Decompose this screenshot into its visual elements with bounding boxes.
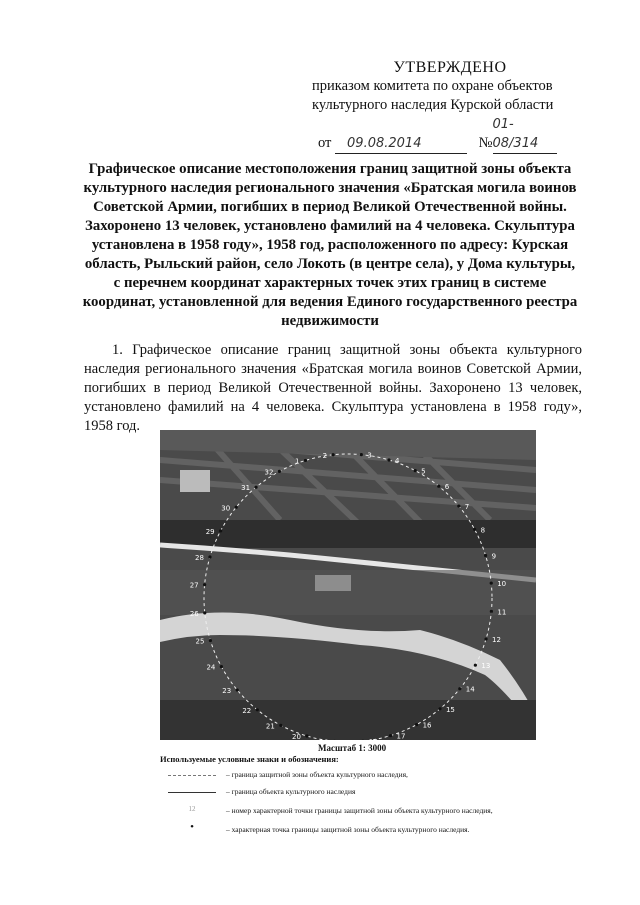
legend-item-point-number xyxy=(160,806,560,818)
boundary-point-label: 12 xyxy=(492,636,501,645)
legend-title: Используемые условные знаки и обозначения: xyxy=(160,754,339,764)
boundary-point-label: 3 xyxy=(367,451,372,460)
boundary-point-label: 15 xyxy=(445,705,455,714)
boundary-point xyxy=(254,486,257,489)
solid-line-icon xyxy=(168,792,216,793)
boundary-point xyxy=(490,610,493,613)
boundary-point xyxy=(209,639,212,642)
boundary-point xyxy=(360,453,363,456)
boundary-point-label: 30 xyxy=(221,504,231,513)
point-dot-icon: • xyxy=(190,821,194,833)
legend-item-point xyxy=(160,821,560,837)
map-scale: Масштаб 1: 3000 xyxy=(318,743,387,753)
boundary-point-label: 20 xyxy=(292,733,301,740)
boundary-point-label: 6 xyxy=(444,483,450,492)
boundary-point xyxy=(278,470,281,473)
boundary-point xyxy=(219,529,222,532)
number-value: 01-08/314 xyxy=(493,115,557,154)
boundary-point-label: 2 xyxy=(322,451,328,460)
boundary-point-label: 13 xyxy=(481,662,491,671)
boundary-point xyxy=(484,637,487,640)
boundary-point xyxy=(332,453,335,456)
approval-date-line xyxy=(300,115,600,154)
boundary-point xyxy=(457,504,460,507)
boundary-point xyxy=(279,724,282,727)
legend-item-zone-boundary xyxy=(160,770,560,782)
boundary-point-label: 28 xyxy=(195,553,204,562)
approval-block xyxy=(300,58,600,154)
approval-line-1: приказом комитета по охране объектов xyxy=(312,78,553,94)
paragraph-1 xyxy=(84,341,582,436)
boundary-point xyxy=(387,458,390,461)
dashed-line-icon xyxy=(168,775,216,776)
boundary-point xyxy=(208,555,211,558)
date-prefix: от xyxy=(318,135,332,151)
paragraph-1-text: 1. Графическое описание границ защитной зоны объекта культурного наследия регионального значения «Братская могила воинов Советской Армии, погибших в период Великой Отечественной войны. Захоронено 13 человек, установлено фамилий на 4 человека. Скульптура установлена в 1958 году», 1958 год. xyxy=(84,342,582,434)
boundary-point-label: 32 xyxy=(264,468,274,477)
boundary-point-label: 22 xyxy=(242,706,252,715)
boundary-point-label xyxy=(369,738,378,740)
boundary-point-label: 8 xyxy=(480,526,486,535)
boundary-point-label: 5 xyxy=(421,467,426,476)
boundary-point xyxy=(256,708,259,711)
bottom-field xyxy=(160,700,536,740)
boundary-point xyxy=(474,664,477,667)
building xyxy=(180,470,210,492)
boundary-point-label: 16 xyxy=(422,721,432,730)
approval-title: УТВЕРЖДЕНО xyxy=(393,59,507,76)
boundary-point xyxy=(484,554,487,557)
approval-line-2: культурного наследия Курской области xyxy=(312,97,554,113)
boundary-point-label: 9 xyxy=(491,552,497,561)
tree-belt xyxy=(160,520,536,548)
satellite-map xyxy=(160,430,536,740)
number-prefix: № xyxy=(478,135,493,151)
boundary-point xyxy=(305,734,308,737)
boundary-point-label: 25 xyxy=(195,637,205,646)
boundary-point-label: 24 xyxy=(206,663,216,672)
map-svg xyxy=(160,430,536,740)
boundary-point-label: 7 xyxy=(464,503,470,512)
boundary-point xyxy=(220,665,223,668)
boundary-point-label: 1 xyxy=(294,457,300,466)
boundary-point-label: 29 xyxy=(205,527,215,536)
date-value: 09.08.2014 xyxy=(335,134,467,154)
boundary-point-label: 26 xyxy=(189,609,199,618)
legend-text: – номер характерной точки границы защитной зоны объекта культурного наследия, xyxy=(226,806,493,815)
boundary-point-label: 17 xyxy=(396,732,406,740)
boundary-point-label: 23 xyxy=(222,686,232,695)
boundary-point xyxy=(437,485,440,488)
village-area xyxy=(160,570,536,615)
boundary-point xyxy=(203,611,206,614)
point-number-icon: 12 xyxy=(188,805,196,813)
boundary-point-label xyxy=(320,738,329,740)
legend-text: – характерная точка границы защитной зоны объекта культурного наследия. xyxy=(226,825,470,834)
boundary-point xyxy=(389,734,392,737)
boundary-point-label: 14 xyxy=(465,685,475,694)
boundary-point-label: 27 xyxy=(189,581,199,590)
legend-text: – граница защитной зоны объекта культурного наследия, xyxy=(226,770,408,779)
document-title: Графическое описание местоположения границ защитной зоны объекта культурного наследия регионального значения «Братская могила воинов Советской Армии, погибших в период Великой Отечественной войны. Захоронено 13 человек, установлено фамилий на 4 человека. Скульптура установлена в 1958 году», 1958 год, расположенного по адресу: Курская область, Рыльский район, село Локоть (в центре села), у Дома культуры, с перечнем координат характерных точек этих границ в системе координат, установленной для ведения Единого государственного реестра недвижимости xyxy=(82,161,578,329)
boundary-point-label: 11 xyxy=(497,608,507,617)
boundary-point xyxy=(458,687,461,690)
boundary-point-label: 10 xyxy=(497,580,507,589)
boundary-point xyxy=(236,688,239,691)
boundary-point xyxy=(304,459,307,462)
legend-item-object-boundary xyxy=(160,787,560,799)
boundary-point-label: 21 xyxy=(265,722,275,731)
boundary-point-label: 31 xyxy=(241,484,251,493)
boundary-point xyxy=(235,506,238,509)
legend-text: – граница объекта культурного наследия xyxy=(226,787,356,796)
boundary-point xyxy=(415,723,418,726)
boundary-point xyxy=(203,583,206,586)
boundary-point xyxy=(473,528,476,531)
boundary-point xyxy=(438,707,441,710)
boundary-point-label: 4 xyxy=(395,456,400,465)
boundary-point xyxy=(414,469,417,472)
boundary-point xyxy=(490,582,493,585)
